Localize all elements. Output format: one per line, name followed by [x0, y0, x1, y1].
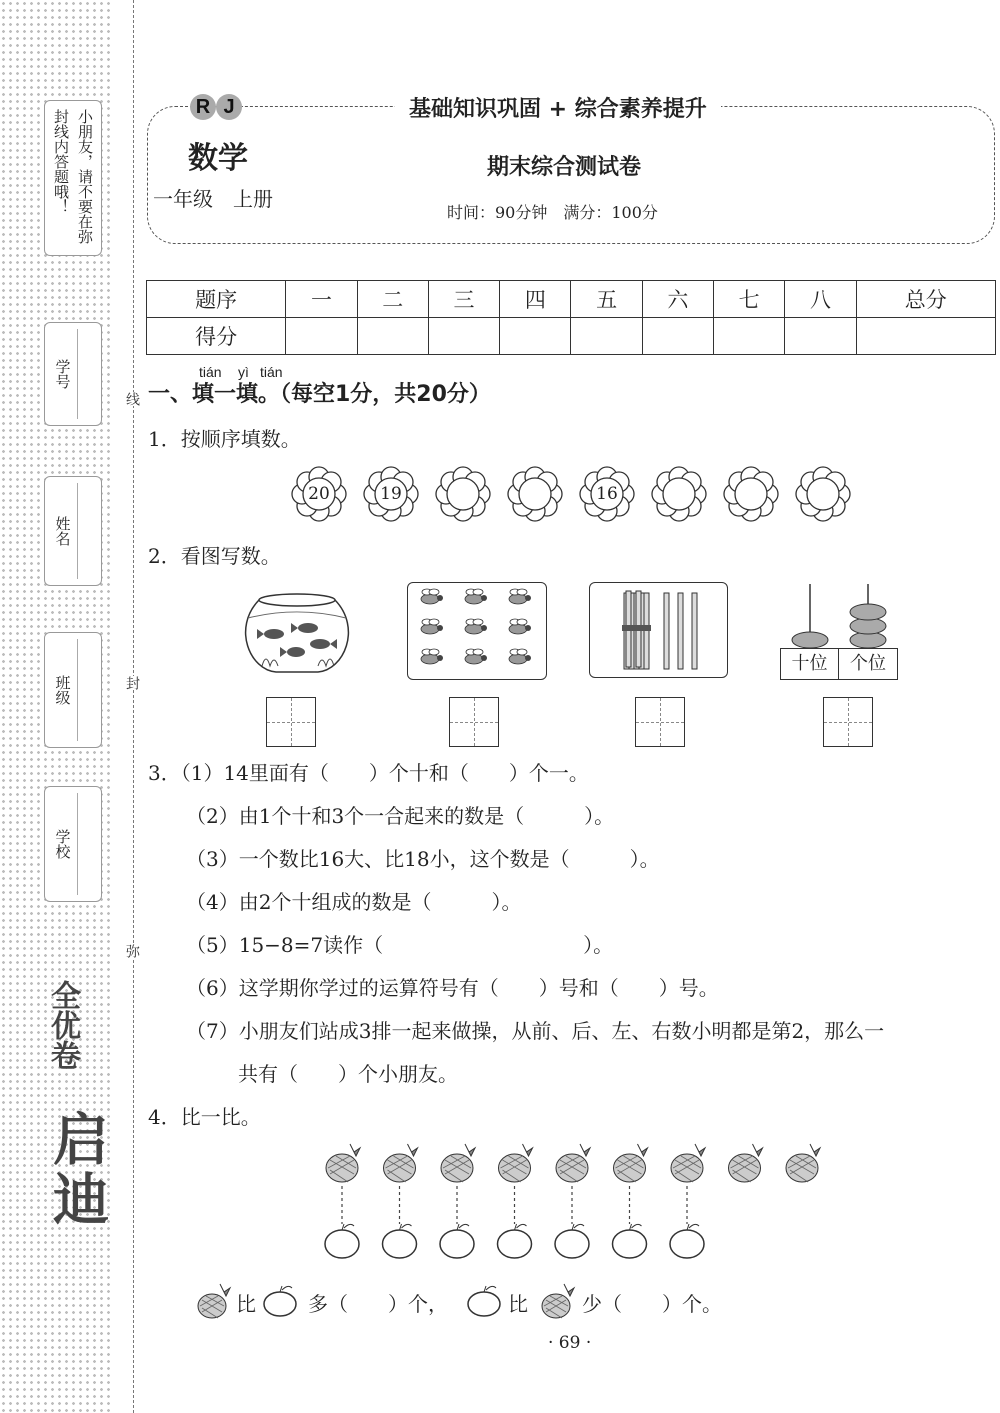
apple-icon: [260, 1282, 300, 1318]
bees-image: [407, 582, 547, 680]
student-id-field[interactable]: [44, 322, 102, 426]
seal-line: [133, 0, 134, 1413]
q1-label: 1．按顺序填数。: [148, 427, 301, 451]
sticks-image: [589, 582, 728, 678]
apple-icon: [498, 1224, 532, 1258]
class-field[interactable]: [44, 632, 102, 748]
seal-mark-line: 线: [124, 392, 140, 406]
q4-answer-text-a: 比: [236, 1292, 256, 1316]
apple-icon: [555, 1224, 589, 1258]
q4-label: 4．比一比。: [148, 1105, 261, 1129]
score-header-cell: 题序: [147, 281, 286, 318]
section-title: 一、填一填。（每空1分，共20分）: [148, 382, 491, 407]
pineapple-icon: [441, 1144, 475, 1182]
name-label: 姓名: [53, 516, 72, 546]
score-header-cell: 二: [357, 281, 428, 318]
school-label: 学校: [53, 829, 72, 859]
q2-label: 2．看图写数。: [148, 544, 281, 568]
pineapple-icon: [190, 1280, 234, 1320]
pinyin-yi: yì: [238, 364, 249, 380]
abacus-place-labels: [780, 648, 898, 680]
brand-big-text: 启迪: [44, 1110, 109, 1230]
flower-value: 16: [596, 484, 618, 504]
flower-number[interactable]: [506, 465, 564, 523]
answer-box[interactable]: [449, 697, 499, 747]
score-header-cell: 三: [428, 281, 499, 318]
flower-value: 20: [308, 484, 330, 504]
pineapple-icon: [614, 1144, 648, 1182]
flower-value: [506, 465, 564, 523]
score-header-row: [147, 281, 996, 318]
pineapple-icon: [326, 1144, 360, 1182]
score-cell[interactable]: [856, 318, 995, 355]
flower-number[interactable]: [434, 465, 492, 523]
bee-icon: [509, 649, 531, 664]
bee-icon: [509, 589, 531, 604]
student-id-label: 学号: [53, 359, 72, 389]
seal-notice: 小朋友，请不要在弥封线内答题哦！: [44, 100, 102, 256]
q3-line: （6）这学期你学过的运算符号有（ ）号和（ ）号。: [186, 976, 719, 1000]
score-header-cell: 四: [500, 281, 571, 318]
flower-number: [290, 465, 348, 523]
q3-line: （4）由2个十组成的数是（ ）。: [186, 890, 522, 914]
grade-label: 一年级 上册: [153, 187, 273, 211]
answer-box[interactable]: [266, 697, 316, 747]
flower-number: [578, 465, 636, 523]
score-value-row: [147, 318, 996, 355]
badge-r: R: [190, 94, 216, 120]
score-table: [146, 280, 996, 355]
bee-icon: [421, 589, 443, 604]
pineapple-icon: [534, 1280, 578, 1320]
pinyin-tian: tián: [199, 364, 222, 380]
score-header-cell: 一: [286, 281, 357, 318]
apple-icon: [325, 1224, 359, 1258]
flower-number[interactable]: [794, 465, 852, 523]
flower-value: [434, 465, 492, 523]
bee-icon: [421, 649, 443, 664]
bee-icon: [465, 589, 487, 604]
seal-mark-mi: 弥: [124, 944, 140, 958]
q4-answer-text-d: 少（ ）个。: [582, 1292, 722, 1316]
exam-title: 期末综合测试卷: [487, 155, 642, 180]
school-field[interactable]: [44, 786, 102, 902]
apple-icon: [613, 1224, 647, 1258]
q3-line: （7）小朋友们站成3排一起来做操，从前、后、左、右数小明都是第2，那么一: [186, 1019, 885, 1043]
score-cell[interactable]: [785, 318, 856, 355]
apple-icon: [464, 1282, 504, 1318]
bee-icon: [465, 619, 487, 634]
pinyin-tian-2: tián: [260, 364, 283, 380]
ones-label: 个位: [850, 653, 886, 674]
q3-line: （2）由1个十和3个一合起来的数是（ ）。: [186, 804, 615, 828]
q3-line: （5）15−8=7读作（ ）。: [186, 933, 614, 957]
score-cell[interactable]: [571, 318, 642, 355]
fruit-comparison: [310, 1140, 840, 1265]
score-cell[interactable]: [642, 318, 713, 355]
score-header-cell: 八: [785, 281, 856, 318]
answer-box[interactable]: [823, 697, 873, 747]
score-header-cell: 总分: [856, 281, 995, 318]
pineapple-icon: [671, 1144, 705, 1182]
exam-info: 时间：90分钟 满分：100分: [447, 203, 658, 222]
score-row-label: 得分: [147, 318, 286, 355]
score-cell[interactable]: [286, 318, 357, 355]
apple-icon: [383, 1224, 417, 1258]
flower-value: [650, 465, 708, 523]
apple-icon: [670, 1224, 704, 1258]
q4-answer-text-c: 比: [508, 1292, 528, 1316]
answer-box[interactable]: [635, 697, 685, 747]
score-header-cell: 七: [714, 281, 785, 318]
tens-label: 十位: [781, 649, 839, 679]
flower-number[interactable]: [650, 465, 708, 523]
pineapple-icon: [499, 1144, 533, 1182]
pineapple-icon: [384, 1144, 418, 1182]
class-label: 班级: [53, 675, 72, 705]
flower-number[interactable]: [722, 465, 780, 523]
bee-icon: [465, 649, 487, 664]
q3-line: 共有（ ）个小朋友。: [238, 1062, 458, 1086]
name-field[interactable]: [44, 476, 102, 586]
brand-logo: [36, 980, 109, 1270]
q4-answer-line: [190, 1280, 790, 1320]
flower-number: [362, 465, 420, 523]
bee-icon: [509, 619, 531, 634]
pineapple-icon: [556, 1144, 590, 1182]
flower-value: [722, 465, 780, 523]
flower-value: 19: [380, 484, 402, 504]
badge-j: J: [216, 94, 242, 120]
q4-answer-text-b: 多（ ）个，: [308, 1292, 448, 1316]
score-cell[interactable]: [428, 318, 499, 355]
fishbowl-image: [240, 588, 354, 678]
page-number: · 69 ·: [548, 1333, 592, 1353]
score-cell[interactable]: [357, 318, 428, 355]
score-cell[interactable]: [714, 318, 785, 355]
banner-title: 基础知识巩固 + 综合素养提升: [395, 92, 721, 122]
apple-icon: [440, 1224, 474, 1258]
abacus-image: [780, 584, 898, 680]
bee-icon: [421, 619, 443, 634]
q3-line: 3．（1）14里面有（ ）个十和（ ）个一。: [148, 761, 589, 785]
pineapple-icon: [729, 1144, 763, 1182]
score-cell[interactable]: [500, 318, 571, 355]
subject-title: 数学: [188, 141, 248, 176]
flower-value: [794, 465, 852, 523]
q3-line: （3）一个数比16大、比18小，这个数是（ ）。: [186, 847, 660, 871]
score-header-cell: 五: [571, 281, 642, 318]
score-header-cell: 六: [642, 281, 713, 318]
pineapple-icon: [786, 1144, 820, 1182]
seal-mark-seal: 封: [124, 676, 140, 690]
brand-small-text: 全优卷: [45, 980, 80, 1070]
